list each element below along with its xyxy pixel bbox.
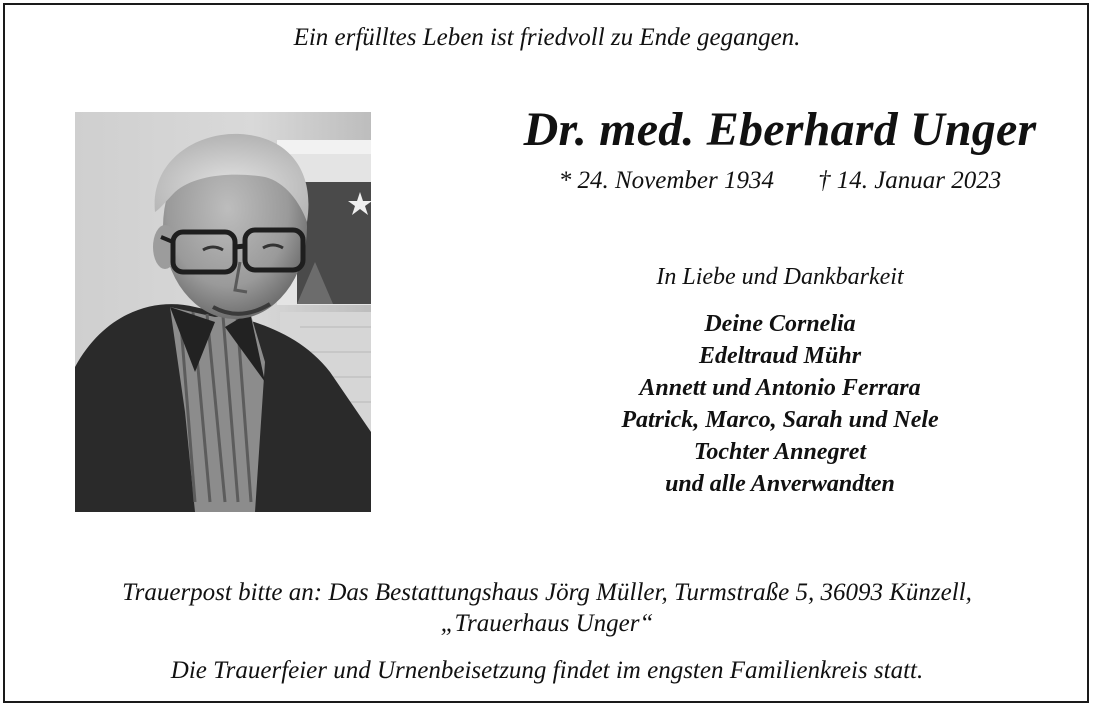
mourner-line: Annett und Antonio Ferrara	[639, 375, 921, 401]
portrait-photo-icon	[75, 112, 371, 512]
birth-date: * 24. November 1934	[558, 167, 774, 194]
condolence-address	[0, 577, 1094, 639]
mourner-line: Patrick, Marco, Sarah und Nele	[621, 407, 939, 433]
mourner-line: Tochter Annegret	[693, 439, 867, 465]
condolence-address-recipient: „Trauerhaus Unger“	[440, 610, 654, 637]
deceased-name: Dr. med. Eberhard Unger	[523, 103, 1037, 156]
condolence-address-line: Trauerpost bitte an: Das Bestattungshaus Jörg Müller, Turmstraße 5, 36093 Künzell,	[122, 579, 972, 606]
mourner-line: Deine Cornelia	[704, 311, 856, 337]
mourner-line: Edeltraud Mühr	[698, 343, 862, 369]
ceremony-note: Die Trauerfeier und Urnenbeisetzung findet im engsten Familienkreis statt.	[170, 657, 924, 684]
life-dates	[480, 167, 1080, 195]
gratitude-line: In Liebe und Dankbarkeit	[656, 264, 904, 290]
mourner-line: und alle Anverwandten	[665, 471, 895, 497]
mourners-list	[480, 308, 1080, 500]
death-date: † 14. Januar 2023	[817, 167, 1002, 194]
motto-text: Ein erfülltes Leben ist friedvoll zu Ende gegangen.	[293, 24, 801, 51]
portrait-photo	[75, 112, 371, 512]
